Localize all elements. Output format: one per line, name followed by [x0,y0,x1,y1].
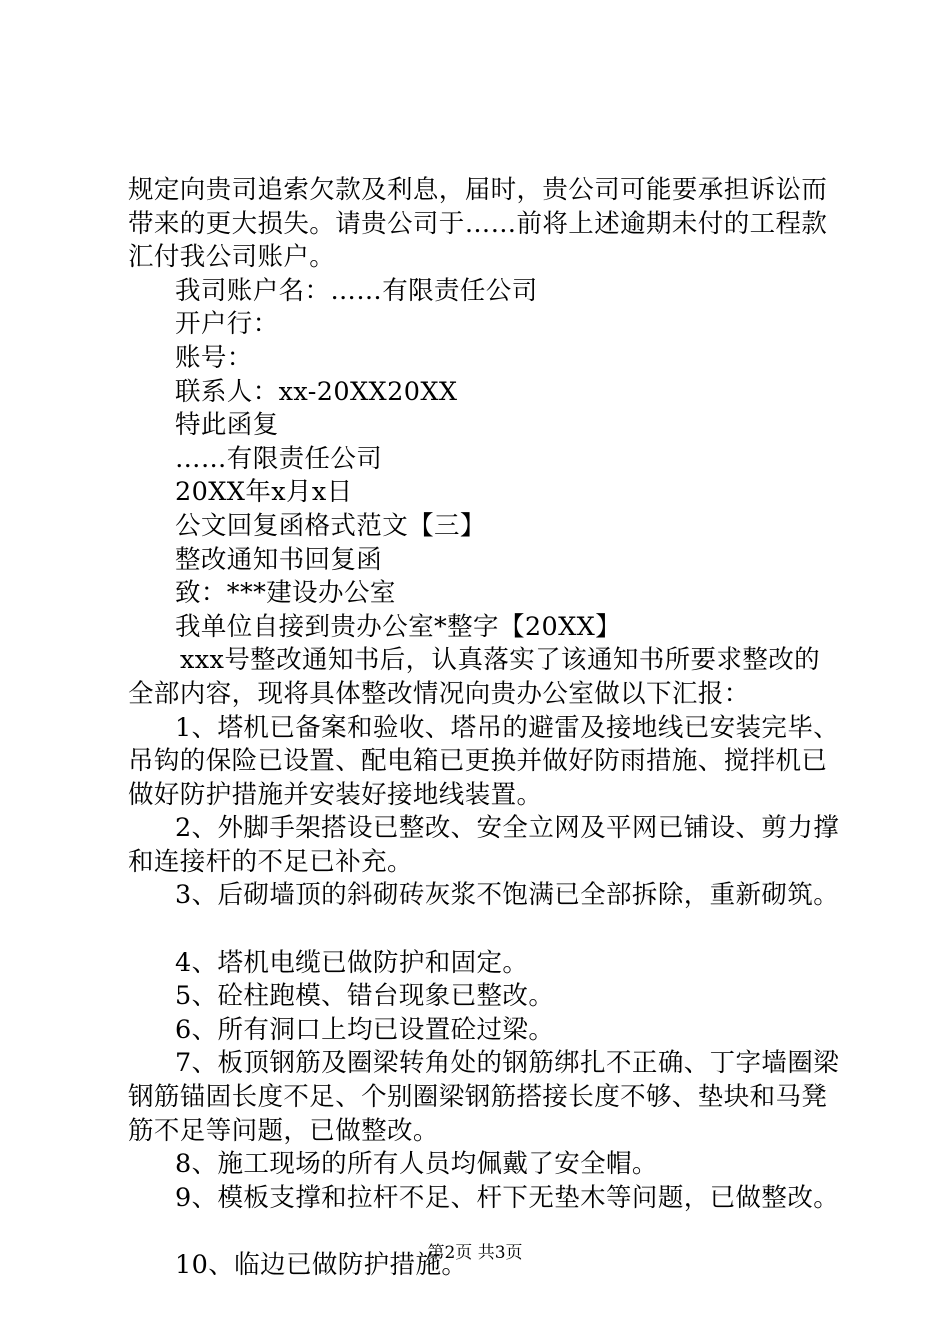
document-body [128,174,840,1283]
section-heading: 公文回复函格式范文【三】 [175,510,486,541]
paragraph-line: 我单位自接到贵办公室*整字【20XX】 [175,611,622,642]
list-item: 6、所有洞口上均已设置砼过梁。 [175,1014,555,1045]
closing-line: 特此函复 [175,410,279,441]
blank-line [128,913,833,947]
contact-line: 联系人：xx-20XX20XX [175,376,458,407]
letter-title: 整改通知书回复函 [175,544,383,575]
account-name-line: 我司账户名：……有限责任公司 [175,275,538,306]
signature-date: 20XX年x月x日 [175,477,353,508]
list-item-continuation: 吊钩的保险已设置、配电箱已更换并做好防雨措施、搅拌机已 [128,746,828,777]
list-item: 4、塔机电缆已做防护和固定。 [175,947,529,978]
signature-company: ……有限责任公司 [175,443,383,474]
recipient-line: 致：***建设办公室 [175,578,396,609]
list-item-continuation: 筋不足等问题，已做整改。 [128,1115,439,1146]
page-number-footer: 第2页 共3页 [427,1243,523,1263]
list-item-continuation: 做好防护措施并安装好接地线装置。 [128,779,543,810]
list-item-continuation: 和连接杆的不足已补充。 [128,846,413,877]
list-item: 7、板顶钢筋及圈梁转角处的钢筋绑扎不正确、丁字墙圈梁 [175,1048,840,1079]
bank-line: 开户行： [175,309,279,340]
paragraph-line: xxx号整改通知书后，认真落实了该通知书所要求整改的 [180,645,821,676]
paragraph-line: 汇付我公司账户。 [128,242,336,273]
paragraph-line: 规定向贵司追索欠款及利息，届时，贵公司可能要承担诉讼而 [128,175,828,205]
list-item: 8、施工现场的所有人员均佩戴了安全帽。 [175,1149,658,1180]
list-item: 5、砼柱跑模、错台现象已整改。 [175,981,555,1012]
paragraph-line: 全部内容，现将具体整改情况向贵办公室做以下汇报： [128,678,750,709]
paragraph-line: 带来的更大损失。请贵公司于……前将上述逾期未付的工程款 [128,208,828,239]
list-item: 1、塔机已备案和验收、塔吊的避雷及接地线已安装完毕、 [175,712,840,743]
list-item: 9、模板支撑和拉杆不足、杆下无垫木等问题，已做整改。 [175,1182,840,1213]
list-item: 10、临边已做防护措施。 [175,1250,468,1280]
list-item: 2、外脚手架搭设已整改、安全立网及平网已铺设、剪力撑 [175,813,840,844]
list-item-continuation: 钢筋锚固长度不足、个别圈梁钢筋搭接长度不够、垫块和马凳 [128,1082,828,1113]
account-number-line: 账号： [175,342,253,373]
list-item: 3、后砌墙顶的斜砌砖灰浆不饱满已全部拆除，重新砌筑。 [175,880,840,911]
